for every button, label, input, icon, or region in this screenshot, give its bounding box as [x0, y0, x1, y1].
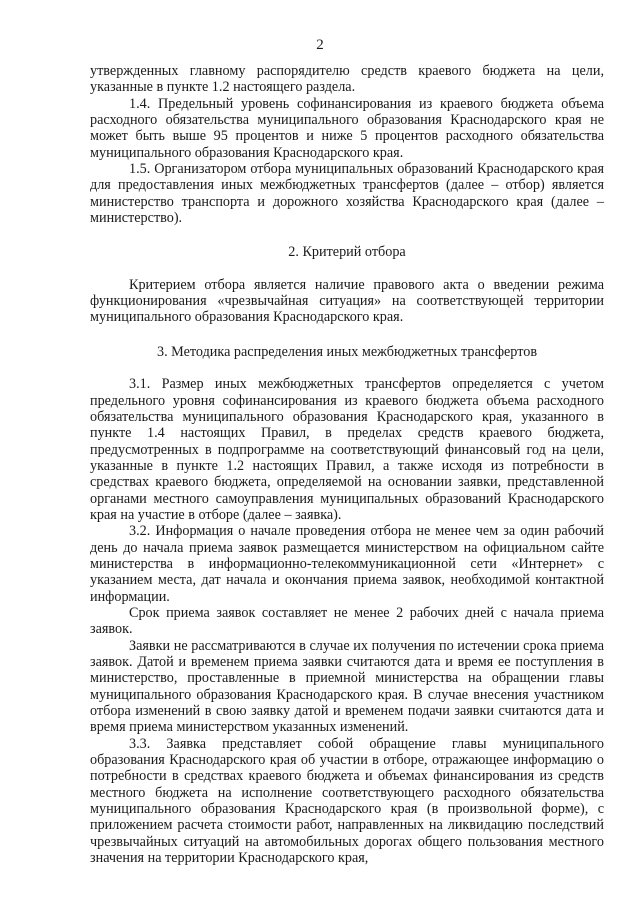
- section-3-heading: 3. Методика распределения иных межбюджетных трансфертов: [156, 343, 538, 360]
- page-number: 2: [316, 37, 324, 53]
- paragraph-deadline: Срок приема заявок составляет не менее 2 рабочих дней с начала приема заявок.: [90, 604, 604, 638]
- paragraph-1-5: 1.5. Организатором отбора муниципальных образований Краснодарского края для предоставления иных межбюджетных трансфертов (далее – отбор) является министерство транспорта и дорожного хозяйства Краснодарского края (далее – министерство).: [90, 161, 604, 227]
- paragraph-3-3: 3.3. Заявка представляет собой обращение главы муниципального образования Краснодарского края об участии в отборе, отражающее информацию о потребности в средствах краевого бюджета и объемах финансирования из средств местного бюджета на исполнение соответствующего расходного обязательства муниципального образования Краснодарского края (в произвольной форме), с приложением расчета стоимости работ, направленных на ликвидацию последствий чрезвычайных ситуаций на автомобильных дорогах общего пользования местного значения на территории Краснодарского края,: [90, 735, 604, 867]
- paragraph-late-applications: Заявки не рассматриваются в случае их получения по истечении срока приема заявок. Датой и временем приема заявки считаются дата и время ее поступления в министерство, проставленные в приемной министерства на обращении главы муниципального образования Краснодарского края. В случае внесения участником отбора изменений в свою заявку датой и временем подачи заявки считаются дата и время приема министерством указанных изменений.: [90, 637, 604, 736]
- paragraph-1-4: 1.4. Предельный уровень софинансирования из краевого бюджета объема расходного обязательства муниципального образования Краснодарского края не может быть выше 95 процентов и ниже 5 процентов расходного обязательства муниципального образования Краснодарского края.: [90, 95, 604, 161]
- paragraph-3-1: 3.1. Размер иных межбюджетных трансфертов определяется с учетом предельного уровня софинансирования из краевого бюджета объема расходного обязательства муниципального образования Краснодарского края, указанного в пункте 1.4 настоящих Правил, в пределах средств краевого бюджета, предусмотренных в подпрограмме на соответствующий финансовый год на цели, указанные в пункте 1.2 настоящих Правил, а также исходя из потребности в средствах краевого бюджета, определяемой на основании заявки, представленной органами местного самоуправления муниципальных образований Краснодарского края на участие в отборе (далее – заявка).: [90, 376, 604, 523]
- paragraph-3-2: 3.2. Информация о начале проведения отбора не менее чем за один рабочий день до начала приема заявок размещается министерством на официальном сайте министерства в информационно-телекоммуникационной сети «Интернет» с указанием места, дат начала и окончания приема заявок, необходимой контактной информации.: [90, 523, 604, 605]
- document-body: [90, 63, 604, 866]
- section-2-heading: 2. Критерий отбора: [288, 244, 406, 261]
- paragraph-continuation: утвержденных главному распорядителю средств краевого бюджета на цели, указанные в пункте 1.2 настоящего раздела.: [90, 63, 604, 96]
- paragraph-section-2: Критерием отбора является наличие правового акта о введении режима функционирования «чрезвычайная ситуация» на соответствующей территории муниципального образования Краснодарского края.: [90, 276, 604, 326]
